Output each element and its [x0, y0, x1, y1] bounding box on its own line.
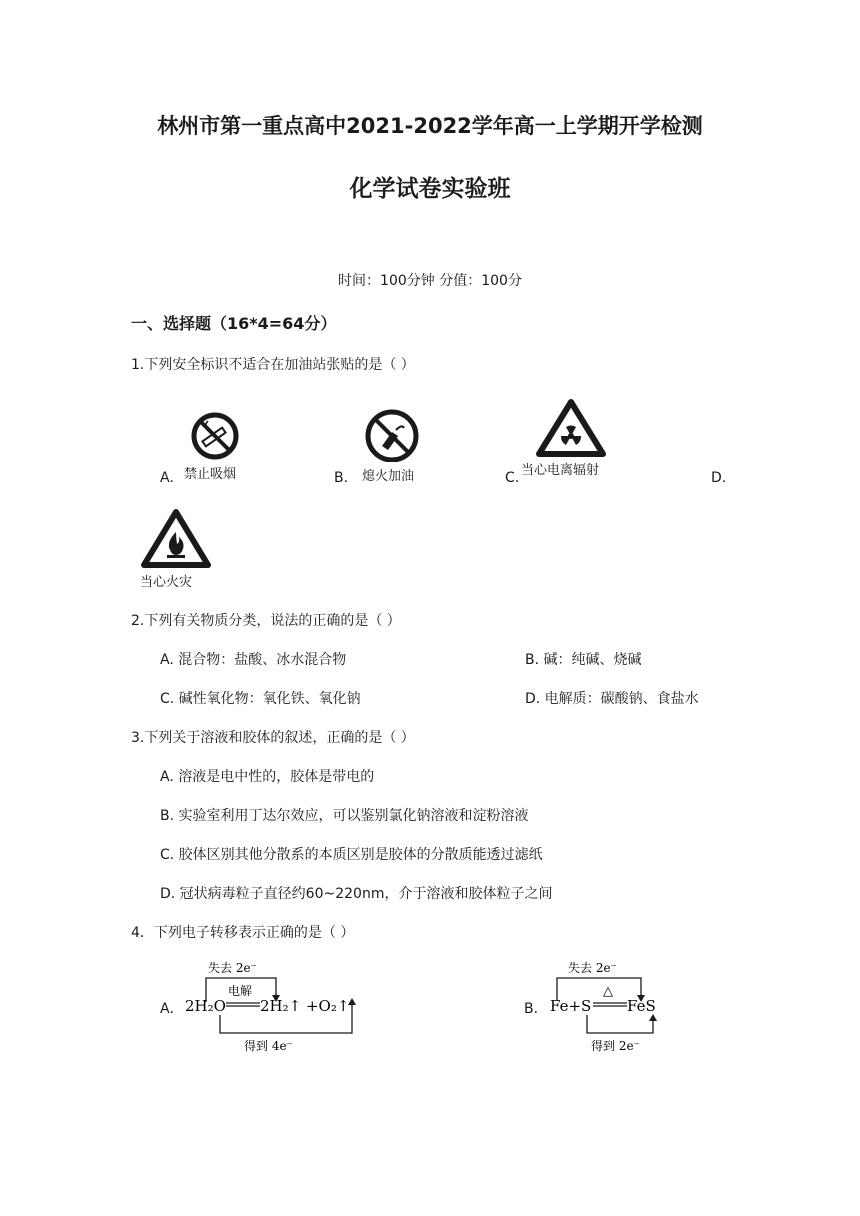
- q4b-reactant: Fe+S: [550, 997, 592, 1015]
- question-4-stem: 4．下列电子转移表示正确的是（ ）: [131, 925, 355, 941]
- section-heading: 一、选择题（16*4=64分）: [131, 314, 337, 333]
- q3-option-a: A. 溶液是电中性的，胶体是带电的: [160, 769, 375, 785]
- q1-option-c-letter: C.: [505, 470, 520, 486]
- question-1-stem: 1.下列安全标识不适合在加油站张贴的是（ ）: [131, 357, 415, 373]
- q2-option-c: C. 碱性氧化物：氧化铁、氧化钠: [160, 691, 361, 707]
- q4a-condition: 电解: [228, 984, 253, 998]
- q1-sign-c-text: 当心电离辐射: [521, 463, 600, 478]
- question-3-stem: 3.下列关于溶液和胶体的叙述，正确的是（ ）: [131, 730, 415, 746]
- q1-option-d-letter: D.: [711, 470, 727, 486]
- radiation-warning-icon: [535, 398, 607, 458]
- q3-option-c: C. 胶体区别其他分散系的本质区别是胶体的分散质能透过滤纸: [160, 847, 543, 863]
- q3-option-b: B. 实验室利用丁达尔效应，可以鉴别氯化钠溶液和淀粉溶液: [160, 808, 529, 824]
- question-2-stem: 2.下列有关物质分类，说法的正确的是（ ）: [131, 613, 401, 629]
- q1-option-b-letter: B.: [334, 470, 349, 486]
- q4b-top-label: 失去 2e⁻: [568, 961, 617, 975]
- exam-title-line1: 林州市第一重点高中2021-2022学年高一上学期开学检测: [157, 114, 703, 138]
- q1-sign-b-text: 熄火加油: [362, 469, 415, 484]
- q3-option-d: D. 冠状病毒粒子直径约60~220nm，介于溶液和胶体粒子之间: [160, 886, 553, 902]
- q1-sign-d-text: 当心火灾: [140, 575, 193, 590]
- q4b-bottom-label: 得到 2e⁻: [591, 1039, 640, 1053]
- exam-title-line2: 化学试卷实验班: [349, 176, 511, 202]
- q4a-reactant: 2H₂O: [185, 997, 226, 1015]
- exam-meta: 时间：100分钟 分值：100分: [338, 273, 522, 289]
- q2-option-a: A. 混合物：盐酸、冰水混合物: [160, 652, 347, 668]
- q4-option-a-letter: A．: [160, 1001, 184, 1017]
- q2-option-b: B. 碱：纯碱、烧碱: [525, 652, 642, 668]
- q4b-condition: △: [603, 984, 613, 999]
- no-smoking-icon: [185, 410, 245, 460]
- q1-option-a-letter: A.: [160, 470, 174, 486]
- q2-option-d: D. 电解质：碳酸钠、食盐水: [525, 691, 699, 707]
- q4-option-b-letter: B．: [524, 1001, 548, 1017]
- q4a-top-label: 失去 2e⁻: [208, 961, 257, 975]
- fire-warning-icon: [140, 508, 212, 570]
- q4a-product: 2H₂↑ +O₂↑: [260, 997, 350, 1015]
- engine-off-refuel-icon: [362, 408, 426, 462]
- q4-option-a-equation: [180, 955, 370, 1055]
- q4a-bottom-label: 得到 4e⁻: [244, 1039, 293, 1053]
- q4b-product: FeS: [627, 997, 656, 1015]
- q4-option-b-equation: [545, 955, 675, 1055]
- q1-sign-a-text: 禁止吸烟: [184, 467, 237, 482]
